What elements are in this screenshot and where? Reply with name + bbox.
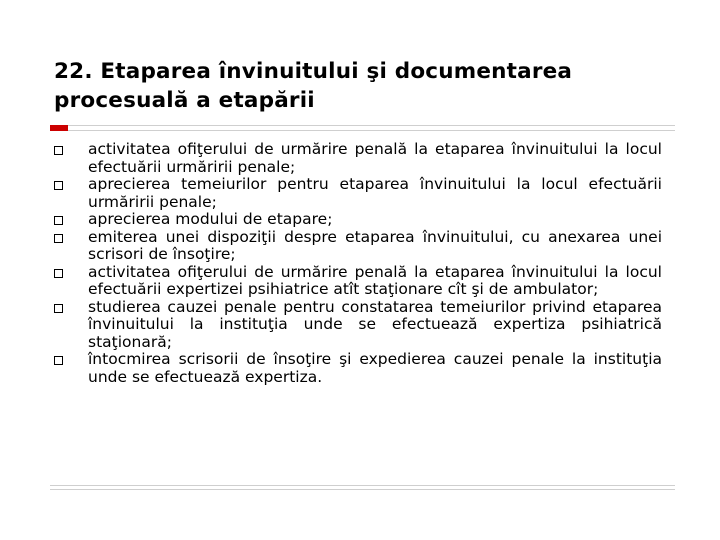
list-item-text: aprecierea modului de etapare; (88, 210, 333, 228)
footer-divider-line (50, 485, 675, 486)
list-item (54, 299, 662, 352)
list-item-text: activitatea ofiţerului de urmărire penală la etaparea învinuitului la locul efectuării expertizei psihiatrice atît staţionare cît şi de ambulator; (88, 262, 662, 298)
title-divider-line (68, 130, 675, 131)
list-item-text: activitatea ofiţerului de urmărire penală la etaparea învinuitului la locul efectuării urmăririi penale; (88, 140, 662, 176)
list-item-text: aprecierea temeiurilor pentru etaparea învinuitului la locul efectuării urmăririi penale; (88, 175, 662, 211)
list-item (54, 229, 662, 264)
list-item-text: întocmirea scrisorii de însoţire şi expedierea cauzei penale la instituţia unde se efectuează expertiza. (88, 350, 662, 386)
list-item (54, 264, 662, 299)
title-accent-bar (50, 125, 68, 131)
square-bullet-icon (54, 356, 63, 365)
slide-title: 22. Etaparea învinuitului şi documentarea procesuală a etapării (54, 59, 573, 113)
list-item (54, 211, 662, 229)
list-item (54, 141, 662, 176)
list-item-text: emiterea unei dispoziţii despre etaparea învinuitului, cu anexarea unei scrisori de însoţire; (88, 227, 662, 263)
square-bullet-icon (54, 146, 63, 155)
list-item-text: studierea cauzei penale pentru constatarea temeiurilor privind etaparea învinuitului la instituţia unde se efectuează expertiza psihiatrică staţionară; (88, 297, 662, 351)
square-bullet-icon (54, 181, 63, 190)
list-item (54, 176, 662, 211)
list-item (54, 351, 662, 386)
title-divider-line (68, 125, 675, 126)
footer-divider-line (50, 489, 675, 490)
bullet-list (54, 141, 662, 386)
square-bullet-icon (54, 216, 63, 225)
square-bullet-icon (54, 304, 63, 313)
square-bullet-icon (54, 234, 63, 243)
square-bullet-icon (54, 269, 63, 278)
